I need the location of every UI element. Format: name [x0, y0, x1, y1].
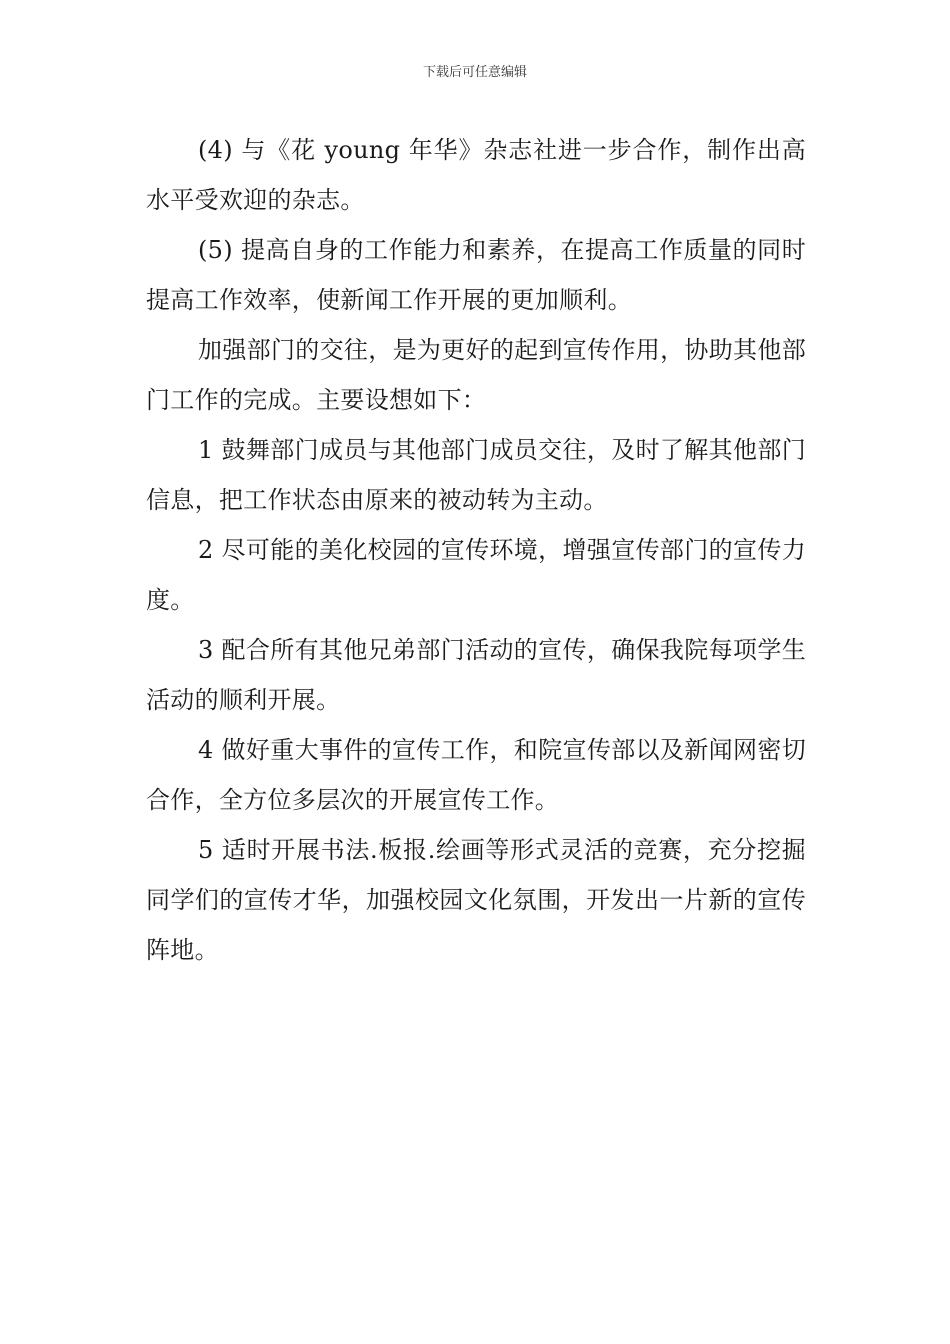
- paragraph-item-5: (5) 提高自身的工作能力和素养，在提高工作质量的同时提高工作效率，使新闻工作开展的更加顺利。: [146, 236, 806, 314]
- page-header: 下载后可任意编辑: [422, 65, 527, 80]
- paragraph-plan-3: 3 配合所有其他兄弟部门活动的宣传，确保我院每项学生活动的顺利开展。: [146, 636, 806, 714]
- paragraph-plan-5: 5 适时开展书法.板报.绘画等形式灵活的竞赛，充分挖掘同学们的宣传才华，加强校园文化氛围，开发出一片新的宣传阵地。: [146, 836, 806, 964]
- paragraph-department-relations: 加强部门的交往，是为更好的起到宣传作用，协助其他部门工作的完成。主要设想如下：: [146, 336, 806, 414]
- paragraph-plan-4: 4 做好重大事件的宣传工作，和院宣传部以及新闻网密切合作，全方位多层次的开展宣传工作。: [146, 736, 806, 814]
- document-body: [146, 125, 806, 975]
- paragraph-item-4: (4) 与《花 young 年华》杂志社进一步合作，制作出高水平受欢迎的杂志。: [146, 136, 806, 214]
- paragraph-plan-2: 2 尽可能的美化校园的宣传环境，增强宣传部门的宣传力度。: [146, 536, 806, 614]
- paragraph-plan-1: 1 鼓舞部门成员与其他部门成员交往，及时了解其他部门信息，把工作状态由原来的被动转为主动。: [146, 436, 806, 514]
